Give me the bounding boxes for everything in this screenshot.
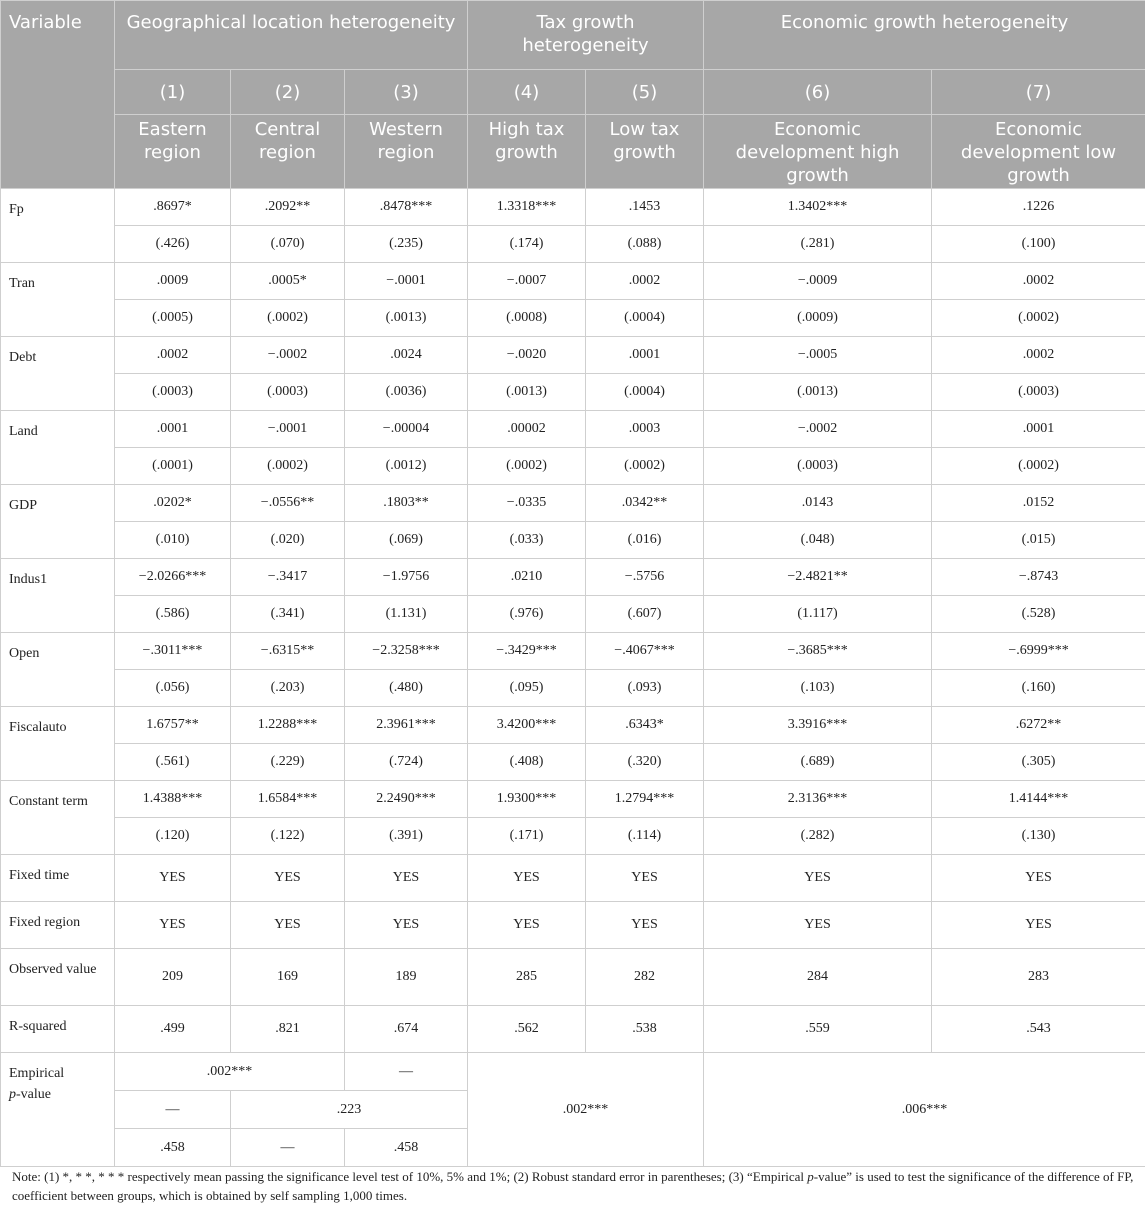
std-error-cell: (.0013): [704, 374, 932, 411]
table-row: [1, 522, 1145, 559]
coefficient-cell: .0342**: [586, 485, 704, 522]
table-row: [1, 189, 1145, 226]
coefficient-cell: .0009: [115, 263, 231, 300]
coefficient-cell: −1.9756: [345, 559, 468, 596]
coefficient-cell: −2.4821**: [704, 559, 932, 596]
std-error-cell: (.130): [932, 818, 1145, 855]
value-cell: YES: [586, 855, 704, 902]
coefficient-cell: .0003: [586, 411, 704, 448]
empirical-p-value-label: Empirical p-value: [1, 1053, 115, 1167]
std-error-cell: (.0003): [932, 374, 1145, 411]
coefficient-cell: .00002: [468, 411, 586, 448]
std-error-cell: (.0002): [932, 448, 1145, 485]
coefficient-cell: .0143: [704, 485, 932, 522]
coefficient-cell: .0005*: [231, 263, 345, 300]
value-cell: .543: [932, 1006, 1145, 1053]
std-error-cell: (.0003): [115, 374, 231, 411]
coefficient-cell: .0002: [115, 337, 231, 374]
value-cell: 282: [586, 949, 704, 1006]
table-row: [1, 949, 1145, 1006]
std-error-cell: (.391): [345, 818, 468, 855]
std-error-cell: (.0036): [345, 374, 468, 411]
coefficient-cell: .0202*: [115, 485, 231, 522]
column-title: High tax growth: [468, 115, 586, 189]
coefficient-cell: .0210: [468, 559, 586, 596]
coefficient-cell: −.0001: [231, 411, 345, 448]
std-error-cell: (.048): [704, 522, 932, 559]
row-label-indus1: Indus1: [1, 559, 115, 633]
empirical-p-cell: —: [345, 1053, 468, 1091]
row-label-tran: Tran: [1, 263, 115, 337]
std-error-cell: (.0002): [932, 300, 1145, 337]
coefficient-cell: .8697*: [115, 189, 231, 226]
std-error-cell: (.426): [115, 226, 231, 263]
table-row: [1, 337, 1145, 374]
table-row: [1, 633, 1145, 670]
std-error-cell: (.341): [231, 596, 345, 633]
table-row: [1, 781, 1145, 818]
coefficient-cell: 3.3916***: [704, 707, 932, 744]
coefficient-cell: −.0001: [345, 263, 468, 300]
table-row: [1, 1006, 1145, 1053]
value-cell: .559: [704, 1006, 932, 1053]
std-error-cell: (.093): [586, 670, 704, 707]
std-error-cell: (.561): [115, 744, 231, 781]
column-title: Economic development high growth: [704, 115, 932, 189]
std-error-cell: (.235): [345, 226, 468, 263]
value-cell: YES: [231, 902, 345, 949]
std-error-cell: (.0013): [468, 374, 586, 411]
empirical-p-economic: .006***: [704, 1053, 1145, 1167]
coefficient-cell: .0001: [115, 411, 231, 448]
variable-header: Variable: [1, 1, 115, 189]
std-error-cell: (.0009): [704, 300, 932, 337]
coefficient-cell: .1226: [932, 189, 1145, 226]
std-error-cell: (.103): [704, 670, 932, 707]
row-label-fiscalauto: Fiscalauto: [1, 707, 115, 781]
std-error-cell: (.0002): [231, 448, 345, 485]
coefficient-cell: .0002: [932, 337, 1145, 374]
column-number: (4): [468, 70, 586, 115]
empirical-p-cell: —: [115, 1091, 231, 1129]
coefficient-cell: .0001: [586, 337, 704, 374]
empirical-p-cell: —: [231, 1129, 345, 1167]
value-cell: YES: [932, 855, 1145, 902]
value-cell: YES: [704, 902, 932, 949]
coefficient-cell: .0152: [932, 485, 1145, 522]
coefficient-cell: 1.2794***: [586, 781, 704, 818]
row-label-gdp: GDP: [1, 485, 115, 559]
coefficient-cell: −.3011***: [115, 633, 231, 670]
std-error-cell: (.088): [586, 226, 704, 263]
table-row: [1, 485, 1145, 522]
std-error-cell: (.528): [932, 596, 1145, 633]
std-error-cell: (.0013): [345, 300, 468, 337]
coefficient-cell: .0024: [345, 337, 468, 374]
std-error-cell: (.0012): [345, 448, 468, 485]
coefficient-cell: −.3417: [231, 559, 345, 596]
empirical-p-cell: .458: [115, 1129, 231, 1167]
coefficient-cell: 1.4144***: [932, 781, 1145, 818]
coefficient-cell: 1.3402***: [704, 189, 932, 226]
coefficient-cell: −.6999***: [932, 633, 1145, 670]
column-number: (7): [932, 70, 1145, 115]
value-cell: .821: [231, 1006, 345, 1053]
coefficient-cell: −.0002: [704, 411, 932, 448]
column-number: (6): [704, 70, 932, 115]
std-error-cell: (.0002): [231, 300, 345, 337]
row-label-observed: Observed value: [1, 949, 115, 1006]
table-row: [1, 300, 1145, 337]
std-error-cell: (.174): [468, 226, 586, 263]
table-row: [1, 744, 1145, 781]
value-cell: YES: [345, 902, 468, 949]
std-error-cell: (.122): [231, 818, 345, 855]
coefficient-cell: −.0009: [704, 263, 932, 300]
coefficient-cell: .6343*: [586, 707, 704, 744]
coefficient-cell: −.4067***: [586, 633, 704, 670]
std-error-cell: (1.117): [704, 596, 932, 633]
value-cell: 169: [231, 949, 345, 1006]
group-header-tax-growth: Tax growth heterogeneity: [468, 1, 704, 70]
coefficient-cell: 2.3136***: [704, 781, 932, 818]
coefficient-cell: .2092**: [231, 189, 345, 226]
coefficient-cell: .0002: [586, 263, 704, 300]
std-error-cell: (.724): [345, 744, 468, 781]
std-error-cell: (.586): [115, 596, 231, 633]
table-row: [1, 855, 1145, 902]
std-error-cell: (.0005): [115, 300, 231, 337]
table-row: [1, 226, 1145, 263]
std-error-cell: (.069): [345, 522, 468, 559]
column-title: Eastern region: [115, 115, 231, 189]
std-error-cell: (.033): [468, 522, 586, 559]
table-row: [1, 596, 1145, 633]
coefficient-cell: −.0007: [468, 263, 586, 300]
column-number: (5): [586, 70, 704, 115]
empirical-p-cell: .223: [231, 1091, 468, 1129]
value-cell: .562: [468, 1006, 586, 1053]
value-cell: 209: [115, 949, 231, 1006]
std-error-cell: (.282): [704, 818, 932, 855]
coefficient-cell: −.0005: [704, 337, 932, 374]
table-row: [1, 559, 1145, 596]
std-error-cell: (.0004): [586, 300, 704, 337]
value-cell: YES: [115, 902, 231, 949]
value-cell: YES: [115, 855, 231, 902]
coefficient-cell: 1.3318***: [468, 189, 586, 226]
std-error-cell: (.0002): [468, 448, 586, 485]
std-error-cell: (.0003): [704, 448, 932, 485]
table-row: [1, 818, 1145, 855]
value-cell: 283: [932, 949, 1145, 1006]
column-number: (3): [345, 70, 468, 115]
value-cell: YES: [345, 855, 468, 902]
value-cell: 189: [345, 949, 468, 1006]
empirical-p-cell: .002***: [115, 1053, 345, 1091]
std-error-cell: (.480): [345, 670, 468, 707]
empirical-p-tax: .002***: [468, 1053, 704, 1167]
value-cell: YES: [932, 902, 1145, 949]
std-error-cell: (.016): [586, 522, 704, 559]
coefficient-cell: −.0335: [468, 485, 586, 522]
column-title: Western region: [345, 115, 468, 189]
row-label-fixed-time: Fixed time: [1, 855, 115, 902]
coefficient-cell: −2.0266***: [115, 559, 231, 596]
coefficient-cell: .0002: [932, 263, 1145, 300]
std-error-cell: (.056): [115, 670, 231, 707]
std-error-cell: (.607): [586, 596, 704, 633]
std-error-cell: (.0001): [115, 448, 231, 485]
coefficient-cell: 1.2288***: [231, 707, 345, 744]
coefficient-cell: 1.6757**: [115, 707, 231, 744]
coefficient-cell: .6272**: [932, 707, 1145, 744]
value-cell: YES: [468, 855, 586, 902]
std-error-cell: (.114): [586, 818, 704, 855]
row-label-fp: Fp: [1, 189, 115, 263]
table-header: [1, 1, 1145, 189]
table-row: [1, 670, 1145, 707]
std-error-cell: (.0008): [468, 300, 586, 337]
column-title: Central region: [231, 115, 345, 189]
std-error-cell: (.171): [468, 818, 586, 855]
coefficient-cell: −.3429***: [468, 633, 586, 670]
coefficient-cell: 3.4200***: [468, 707, 586, 744]
group-header-geographical: Geographical location heterogeneity: [115, 1, 468, 70]
std-error-cell: (1.131): [345, 596, 468, 633]
std-error-cell: (.020): [231, 522, 345, 559]
table-body: [1, 189, 1145, 1167]
coefficient-cell: 2.3961***: [345, 707, 468, 744]
coefficient-cell: .1803**: [345, 485, 468, 522]
std-error-cell: (.0003): [231, 374, 345, 411]
coefficient-cell: 1.4388***: [115, 781, 231, 818]
std-error-cell: (.010): [115, 522, 231, 559]
std-error-cell: (.203): [231, 670, 345, 707]
coefficient-cell: 1.9300***: [468, 781, 586, 818]
coefficient-cell: −.5756: [586, 559, 704, 596]
std-error-cell: (.095): [468, 670, 586, 707]
table-row: [1, 707, 1145, 744]
coefficient-cell: −2.3258***: [345, 633, 468, 670]
std-error-cell: (.070): [231, 226, 345, 263]
row-label-fixed-region: Fixed region: [1, 902, 115, 949]
table-row: [1, 448, 1145, 485]
std-error-cell: (.229): [231, 744, 345, 781]
value-cell: .538: [586, 1006, 704, 1053]
empirical-p-cell: .458: [345, 1129, 468, 1167]
std-error-cell: (.320): [586, 744, 704, 781]
coefficient-cell: −.3685***: [704, 633, 932, 670]
coefficient-cell: −.0020: [468, 337, 586, 374]
coefficient-cell: −.6315**: [231, 633, 345, 670]
std-error-cell: (.408): [468, 744, 586, 781]
coefficient-cell: −.8743: [932, 559, 1145, 596]
column-number: (1): [115, 70, 231, 115]
coefficient-cell: .1453: [586, 189, 704, 226]
std-error-cell: (.0002): [586, 448, 704, 485]
value-cell: .499: [115, 1006, 231, 1053]
row-label-land: Land: [1, 411, 115, 485]
table-row: [1, 902, 1145, 949]
value-cell: .674: [345, 1006, 468, 1053]
coefficient-cell: −.00004: [345, 411, 468, 448]
std-error-cell: (.160): [932, 670, 1145, 707]
value-cell: YES: [231, 855, 345, 902]
std-error-cell: (.015): [932, 522, 1145, 559]
group-header-economic-growth: Economic growth heterogeneity: [704, 1, 1145, 70]
row-label-rsquared: R-squared: [1, 1006, 115, 1053]
std-error-cell: (.689): [704, 744, 932, 781]
coefficient-cell: .0001: [932, 411, 1145, 448]
column-title: Economic development low growth: [932, 115, 1145, 189]
row-label-open: Open: [1, 633, 115, 707]
std-error-cell: (.0004): [586, 374, 704, 411]
value-cell: YES: [586, 902, 704, 949]
value-cell: YES: [468, 902, 586, 949]
value-cell: YES: [704, 855, 932, 902]
coefficient-cell: 2.2490***: [345, 781, 468, 818]
row-label-debt: Debt: [1, 337, 115, 411]
std-error-cell: (.120): [115, 818, 231, 855]
table-row: [1, 374, 1145, 411]
table-row: [1, 411, 1145, 448]
coefficient-cell: −.0002: [231, 337, 345, 374]
table-row: [1, 263, 1145, 300]
row-label-constant-term: Constant term: [1, 781, 115, 855]
value-cell: 284: [704, 949, 932, 1006]
table-note: Note: (1) *, * *, * * * respectively mean passing the significance level test of 10%, 5% and 1%; (2) Robust standard error in parentheses; (3) “Empirical p-value” is used to test the significance of the difference of FP, coefficient between groups, which is obtained by self sampling 1,000 times.: [12, 1169, 1134, 1203]
std-error-cell: (.305): [932, 744, 1145, 781]
value-cell: 285: [468, 949, 586, 1006]
std-error-cell: (.100): [932, 226, 1145, 263]
coefficient-cell: 1.6584***: [231, 781, 345, 818]
std-error-cell: (.976): [468, 596, 586, 633]
column-number: (2): [231, 70, 345, 115]
coefficient-cell: .8478***: [345, 189, 468, 226]
std-error-cell: (.281): [704, 226, 932, 263]
column-title: Low tax growth: [586, 115, 704, 189]
coefficient-cell: −.0556**: [231, 485, 345, 522]
